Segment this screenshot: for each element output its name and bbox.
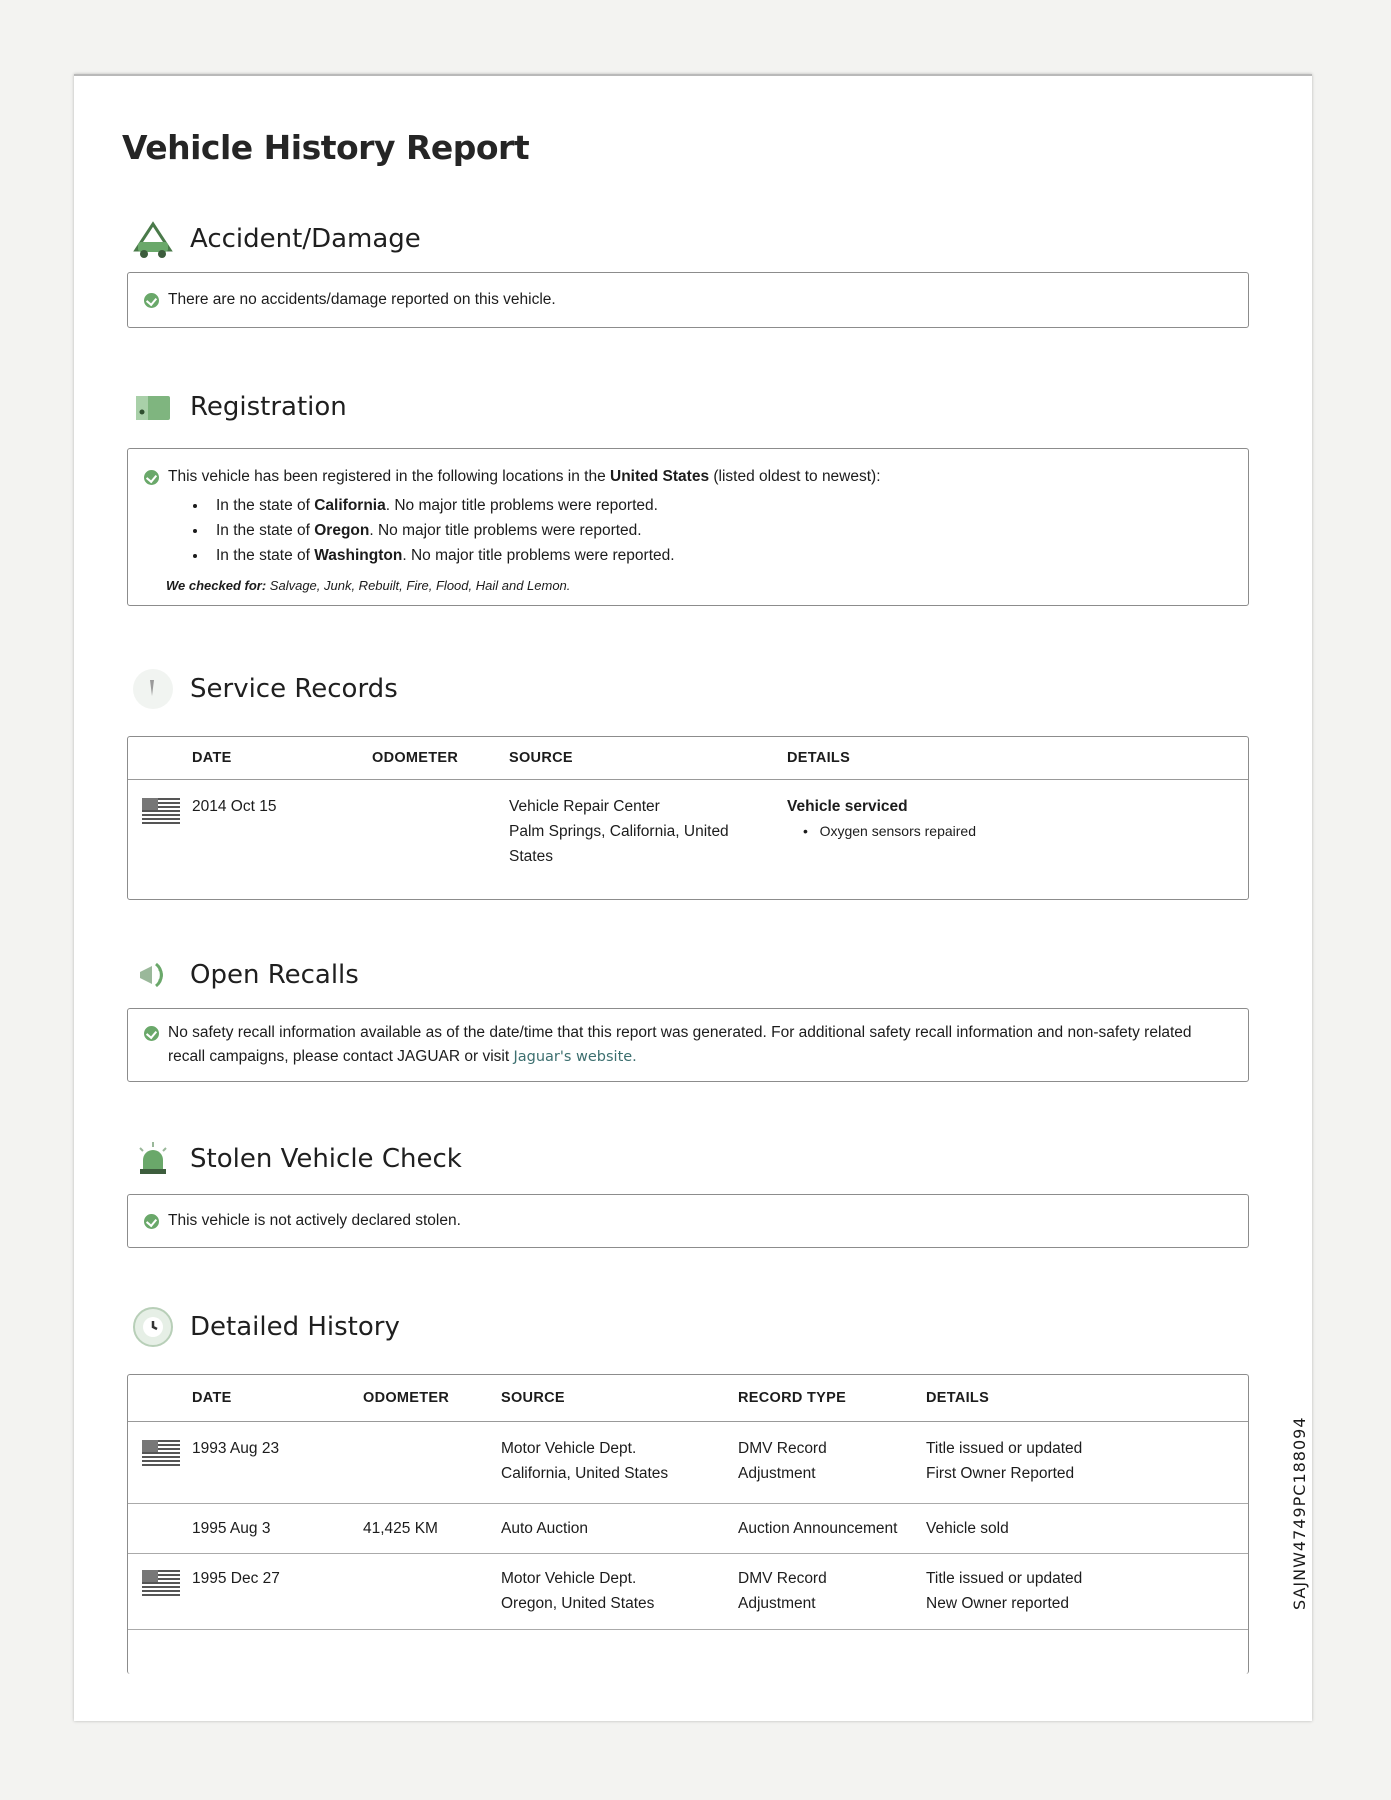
history-heading: Detailed History xyxy=(190,1312,400,1342)
megaphone-icon xyxy=(130,952,176,998)
column-header: RECORD TYPE xyxy=(738,1390,847,1406)
check-circle-icon xyxy=(144,1026,159,1041)
column-header: DATE xyxy=(192,1390,232,1406)
detailed-history-table xyxy=(127,1374,1249,1674)
clock-icon xyxy=(130,1304,176,1350)
accident-heading: Accident/Damage xyxy=(190,224,421,254)
stolen-section-header xyxy=(130,1136,462,1182)
service-records-table xyxy=(127,736,1249,900)
service-odometer xyxy=(372,794,509,886)
column-header: ODOMETER xyxy=(372,750,459,766)
check-circle-icon xyxy=(144,1214,159,1229)
page-title: Vehicle History Report xyxy=(122,128,530,167)
check-circle-icon xyxy=(144,470,159,485)
history-record-type: DMV Record Adjustment xyxy=(738,1440,827,1482)
recalls-box xyxy=(127,1008,1249,1082)
history-section-header xyxy=(130,1304,400,1350)
us-flag-icon xyxy=(142,798,180,824)
stolen-box xyxy=(127,1194,1249,1248)
table-row xyxy=(128,1554,1248,1630)
registration-heading: Registration xyxy=(190,392,347,422)
history-record-type: Auction Announcement xyxy=(738,1520,898,1537)
list-item: • In the state of Oregon. No major title problems were reported. xyxy=(208,518,1232,543)
column-header: SOURCE xyxy=(501,1390,565,1406)
service-heading: Service Records xyxy=(190,674,398,704)
recalls-message: No safety recall information available as of the date/time that this report was generated. For additional safety recall information and non-safety related recall campaigns, please contact JAGUAR or visit Jaguar's website. xyxy=(168,1024,1192,1065)
column-header: DETAILS xyxy=(787,750,851,766)
registration-box xyxy=(127,448,1249,606)
history-details: Vehicle sold xyxy=(926,1520,1009,1537)
siren-icon xyxy=(130,1136,176,1182)
report-page xyxy=(74,74,1312,1721)
service-section-header xyxy=(130,666,398,712)
accident-message: There are no accidents/damage reported on this vehicle. xyxy=(168,291,556,308)
us-flag-icon xyxy=(142,1570,180,1596)
recalls-heading: Open Recalls xyxy=(190,960,359,990)
accident-section-header xyxy=(130,216,421,262)
us-flag-icon xyxy=(142,1440,180,1466)
history-date: 1995 Aug 3 xyxy=(192,1520,271,1537)
history-source: Motor Vehicle Dept. Oregon, United States xyxy=(501,1570,655,1612)
column-header: ODOMETER xyxy=(363,1390,450,1406)
table-row xyxy=(128,780,1248,886)
history-details: Title issued or updated New Owner reported xyxy=(926,1570,1083,1612)
column-header: DETAILS xyxy=(926,1390,990,1406)
history-date: 1995 Dec 27 xyxy=(192,1570,280,1587)
history-source: Auto Auction xyxy=(501,1520,589,1537)
registration-card-icon xyxy=(130,384,176,430)
service-details: Vehicle serviced • Oxygen sensors repaired xyxy=(787,798,976,839)
jaguar-website-link[interactable]: Jaguar's website. xyxy=(513,1049,637,1065)
vin-number: SAJNW4749PC188094 xyxy=(1290,1416,1309,1610)
table-header xyxy=(128,1375,1248,1422)
history-odometer xyxy=(363,1566,501,1629)
history-details: Title issued or updated First Owner Reported xyxy=(926,1440,1083,1482)
checked-for-note: We checked for: Salvage, Junk, Rebuilt, Fire, Flood, Hail and Lemon. xyxy=(166,578,571,593)
stolen-heading: Stolen Vehicle Check xyxy=(190,1144,462,1174)
registration-intro: This vehicle has been registered in the following locations in the United States (listed oldest to newest): xyxy=(168,468,881,485)
history-date: 1993 Aug 23 xyxy=(192,1440,280,1457)
check-circle-icon xyxy=(144,293,159,308)
recalls-section-header xyxy=(130,952,359,998)
car-crash-icon xyxy=(130,216,176,262)
list-item: • In the state of California. No major title problems were reported. xyxy=(208,493,1232,518)
service-source: Vehicle Repair Center Palm Springs, California, United States xyxy=(509,798,729,865)
wrench-icon xyxy=(130,666,176,712)
table-header xyxy=(128,737,1248,780)
service-date: 2014 Oct 15 xyxy=(192,798,277,815)
table-row xyxy=(128,1422,1248,1504)
history-odometer xyxy=(363,1436,501,1503)
table-row xyxy=(128,1504,1248,1554)
history-odometer: 41,425 KM xyxy=(363,1520,438,1537)
column-header: DATE xyxy=(192,750,232,766)
list-item: • In the state of Washington. No major title problems were reported. xyxy=(208,543,1232,568)
history-source: Motor Vehicle Dept. California, United States xyxy=(501,1440,669,1482)
registration-section-header xyxy=(130,384,347,430)
registration-state-list xyxy=(144,493,1232,568)
history-record-type: DMV Record Adjustment xyxy=(738,1570,827,1612)
accident-box xyxy=(127,272,1249,328)
stolen-message: This vehicle is not actively declared stolen. xyxy=(168,1212,461,1229)
column-header: SOURCE xyxy=(509,750,573,766)
